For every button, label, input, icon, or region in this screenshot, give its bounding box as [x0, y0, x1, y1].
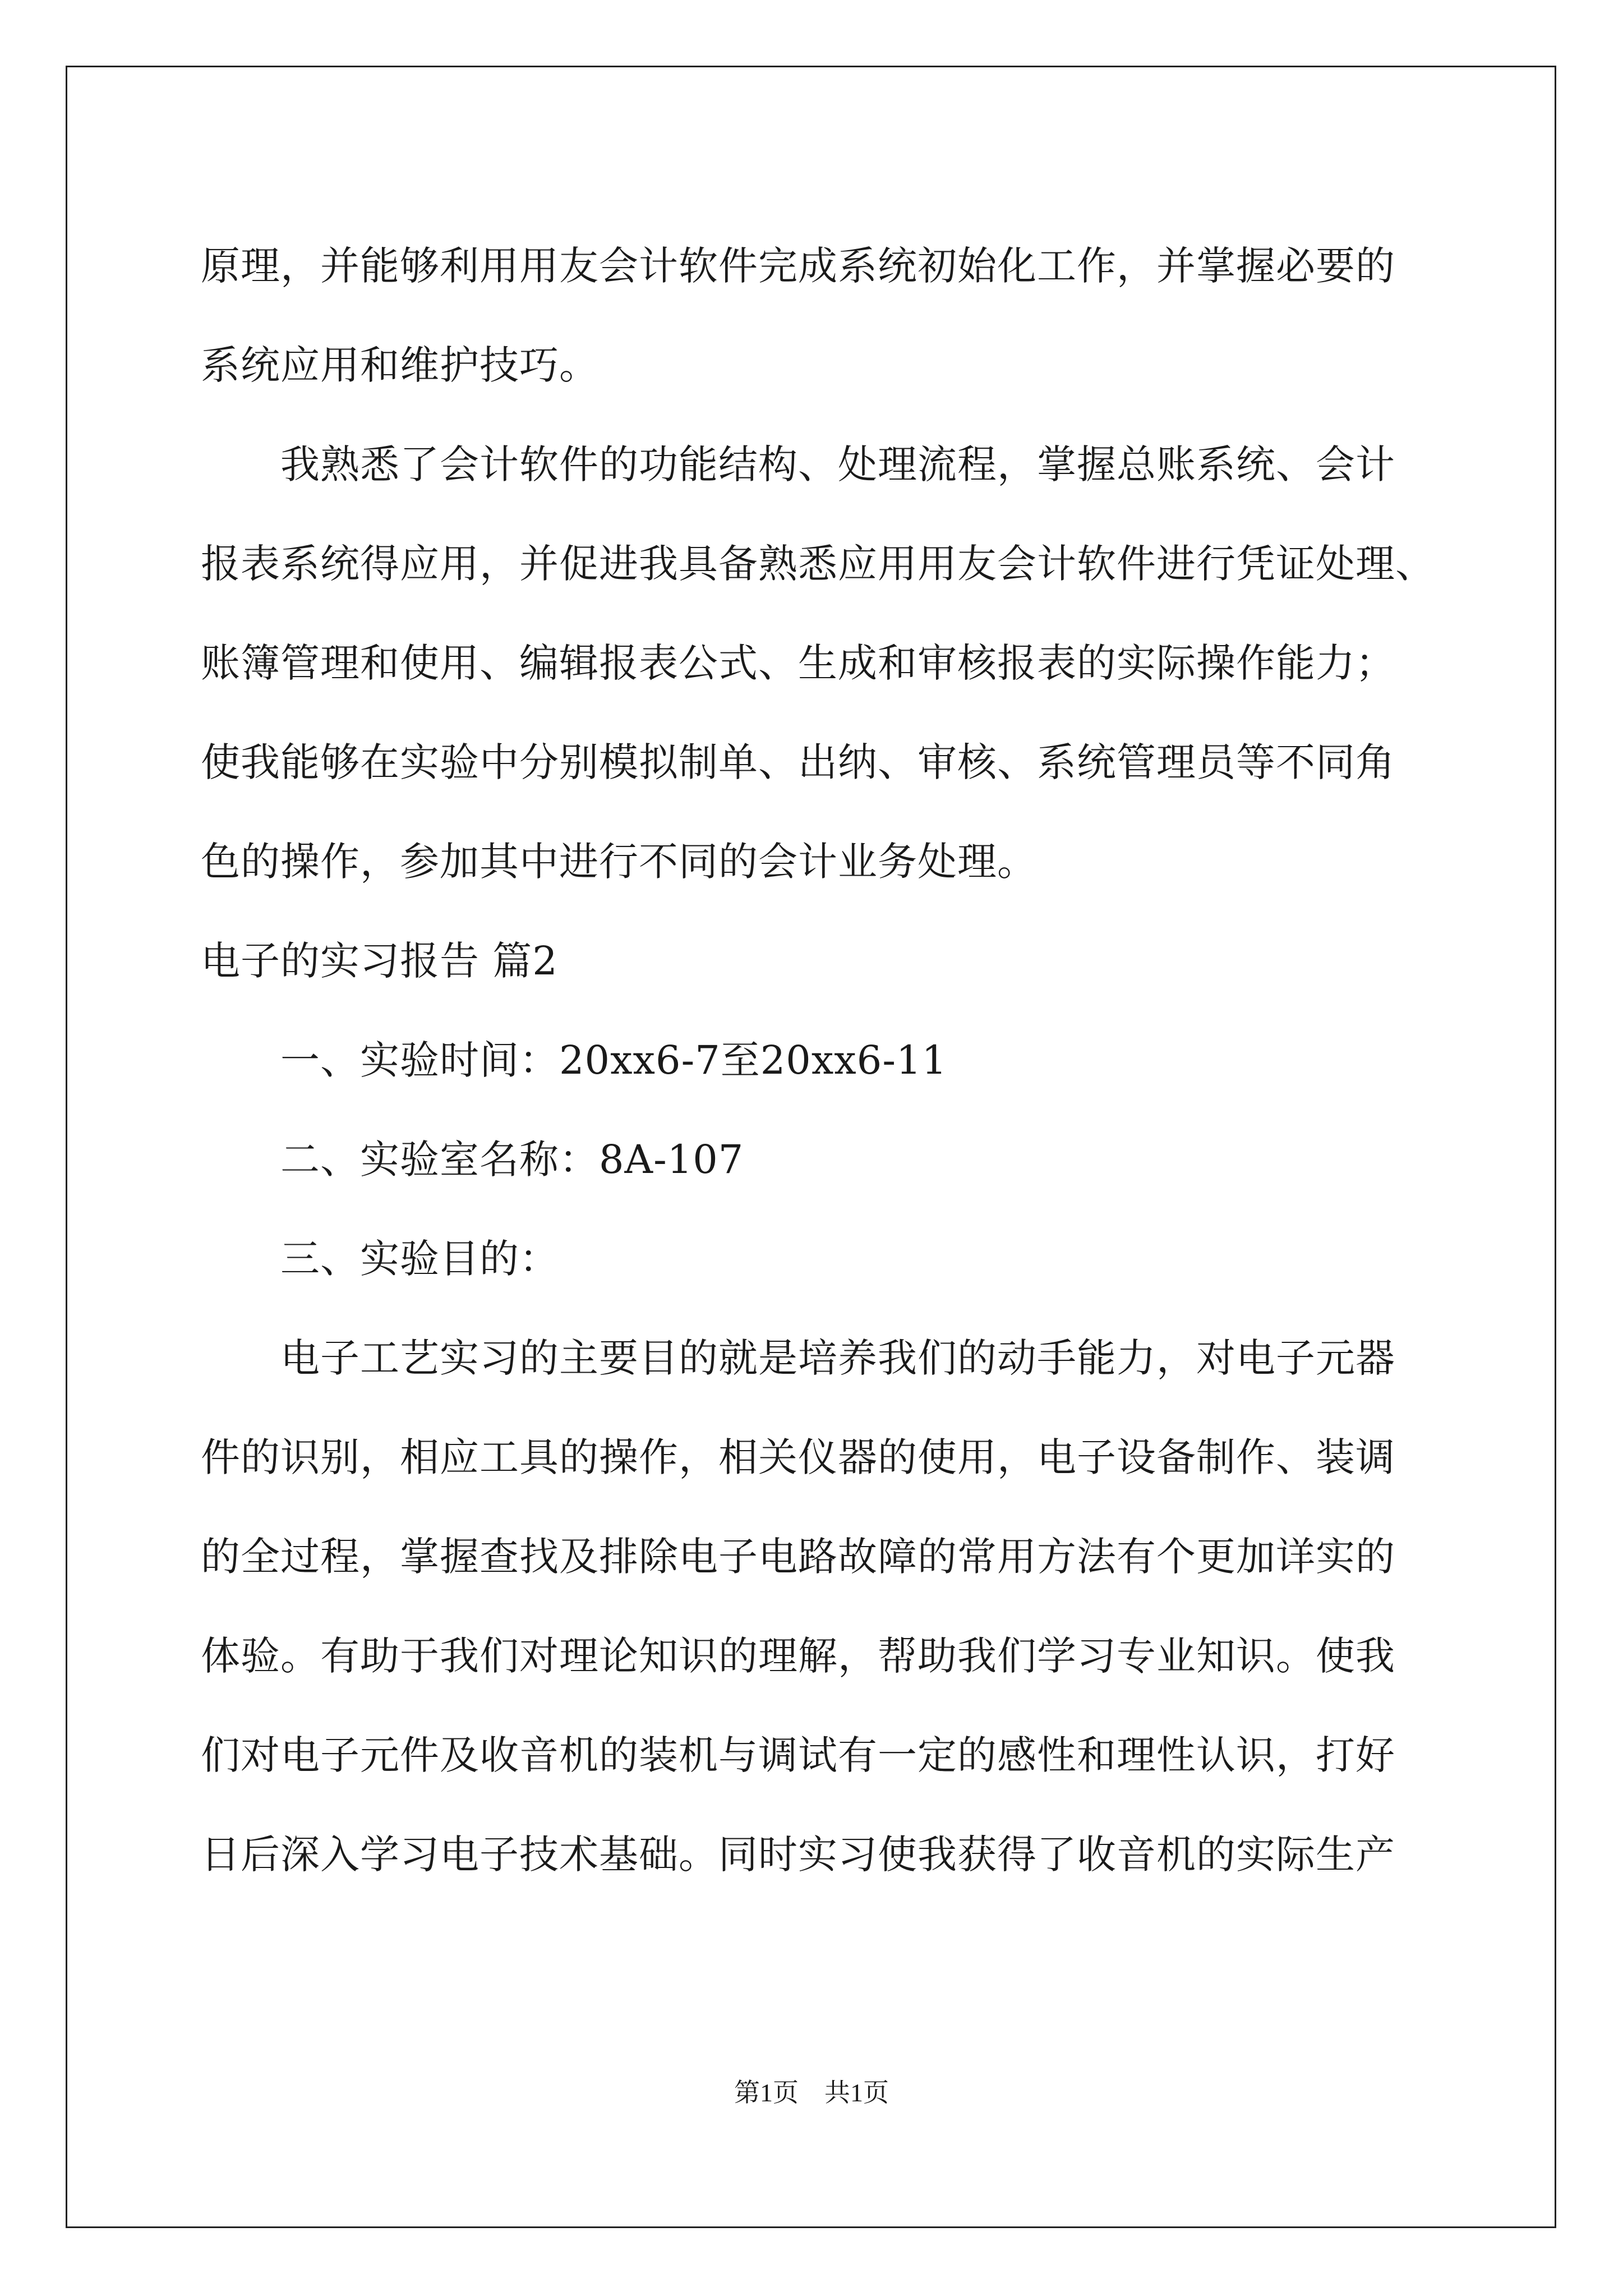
page-footer: [0, 2072, 1623, 2109]
text-line: 们对电子元件及收音机的装机与调试有一定的感性和理性认识，打好: [201, 1732, 1395, 1778]
text-line: 三、实验目的：: [280, 1236, 559, 1282]
text-line: 原理，并能够利用用友会计软件完成系统初始化工作，并掌握必要的: [201, 243, 1395, 289]
text-line: 系统应用和维护技巧。: [201, 342, 599, 388]
text-line: 账簿管理和使用、编辑报表公式、生成和审核报表的实际操作能力；: [201, 640, 1395, 686]
text-line: 色的操作，参加其中进行不同的会计业务处理。: [201, 839, 1037, 885]
page-number: 第1页: [734, 2078, 799, 2107]
text-line: 的全过程，掌握查找及排除电子电路故障的常用方法有个更加详实的: [201, 1534, 1395, 1580]
text-line: 电子工艺实习的主要目的就是培养我们的动手能力，对电子元器: [280, 1335, 1395, 1381]
document-body: [201, 217, 1491, 1904]
page-total: 共1页: [824, 2078, 889, 2107]
text-line: 二、实验室名称：8A-107: [280, 1137, 744, 1182]
text-line: 日后深入学习电子技术基础。同时实习使我获得了收音机的实际生产: [201, 1832, 1395, 1878]
text-line: 体验。有助于我们对理论知识的理解，帮助我们学习专业知识。使我: [201, 1633, 1395, 1679]
text-line: 使我能够在实验中分别模拟制单、出纳、审核、系统管理员等不同角: [201, 739, 1395, 785]
text-line: 件的识别，相应工具的操作，相关仪器的使用，电子设备制作、装调: [201, 1434, 1395, 1480]
text-line: 我熟悉了会计软件的功能结构、处理流程，掌握总账系统、会计: [280, 441, 1395, 487]
text-line: 一、实验时间：20xx6-7至20xx6-11: [280, 1037, 948, 1083]
section-heading: 电子的实习报告 篇2: [201, 938, 558, 984]
text-line: 报表系统得应用，并促进我具备熟悉应用用友会计软件进行凭证处理、: [201, 541, 1435, 587]
